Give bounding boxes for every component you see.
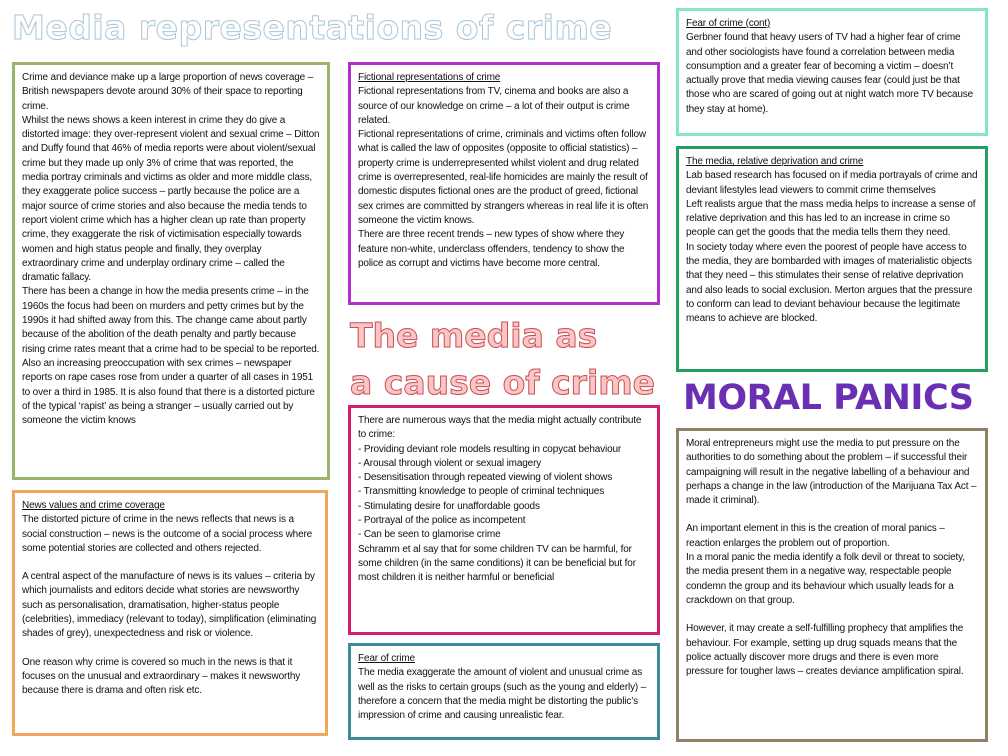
fear-of-crime-cont-box [676, 8, 988, 136]
paragraph: Lab based research has focused on if media portrayals of crime and deviant lifestyles lead viewers to commit crime themselves [686, 170, 978, 196]
main-title: Media representations of crime [12, 8, 613, 47]
paragraph: However, it may create a self-fulfilling prophecy that amplifies the behaviour. For example, setting up drug squads means that the police actually discover more drugs and there is even more pressure for tougher laws – creates deviance amplification spiral. [686, 623, 964, 678]
fear-of-crime-box [348, 643, 660, 740]
list-item: - Arousal through violent or sexual imagery [358, 457, 542, 469]
list-item: - Stimulating desire for unaffordable goods [358, 500, 540, 512]
paragraph: Crime and deviance make up a large proportion of news coverage – British newspapers devote around 30% of their space to reporting crime. [22, 72, 314, 112]
title-line: The media as [350, 316, 598, 355]
news-coverage-box [12, 62, 330, 480]
causes-list [358, 443, 650, 543]
paragraph: Gerbner found that heavy users of TV had a higher fear of crime and other sociologists have found a correlation between media consumption and a greater fear of becoming a victim – doesn’t actually prove that media viewing causes fear (could just be that those who are scared of going out at night watch more TV because they stay at home). [686, 32, 974, 115]
paragraph: There are numerous ways that the media might actually contribute to crime: [358, 415, 642, 441]
list-item: - Can be seen to glamorise crime [358, 529, 501, 541]
paragraph: The media exaggerate the amount of violent and unusual crime as well as the risks to certain groups (such as the young and elderly) – therefore a concern that the media might be distorting the public’s impression of crime and causing unrealistic fear. [358, 667, 647, 722]
box-heading: News values and crime coverage [22, 500, 165, 511]
box-heading: Fear of crime [358, 653, 415, 664]
title-line: a cause of crime [350, 363, 656, 402]
list-item: - Providing deviant role models resulting in copycat behaviour [358, 443, 622, 455]
moral-panics-title: MORAL PANICS [683, 378, 974, 418]
moral-panics-box [676, 428, 988, 742]
paragraph: Also an increasing preoccupation with sex crimes – newspaper reports on rape cases rose from under a quarter of all cases in 1951 to over a third in 1985. It is also found that there is a distorted picture of the typical ‘rapist’ as being a stranger – usually carried out by someone the victim knows [22, 357, 315, 427]
paragraph: In society today where even the poorest of people have access to the media, they are bombarded with images of materialistic objects that they need – this stimulates their sense of relative deprivation and also leads to social exclusion. Merton argues that the pressure to conform can lead to deviant behaviour because the legitimate means to achieve are blocked. [686, 241, 973, 325]
paragraph: In a moral panic the media identify a folk devil or threat to society, the media present them in a negative way, respectable people condemn the group and its behaviour which usually leads for a crackdown on that group. [686, 552, 965, 606]
list-item: - Desensitisation through repeated viewing of violent shows [358, 472, 613, 484]
media-causes-crime-box [348, 405, 660, 635]
paragraph: A central aspect of the manufacture of news is its values – criteria by which journalists and editors decide what stories are newsworthy such as personalisation, dramatisation, higher-status people (celebrities), immediacy (relevant to today), simplification (eliminating shades of grey), unexpectedness and risk or violence. [22, 571, 317, 640]
paragraph: Fictional representations of crime, criminals and victims often follow what is called the law of opposites (opposite to official statistics) – property crime is underrepresented whilst violent and drug related crime is overrepresented, real-life homicides are mainly the result of domestic disputes fictional ones are the product of greed, fictional sex crimes are committed by strangers whereas in real life it is often someone the victim knows. [358, 129, 649, 226]
paragraph: Schramm et al say that for some children TV can be harmful, for some children (in the same conditions) it can be beneficial but for most children it is neither harmful or beneficial [358, 543, 636, 584]
relative-deprivation-box [676, 146, 988, 372]
paragraph: One reason why crime is covered so much in the news is that it focuses on the unusual and extraordinary – makes it newsworthy because there is drama and often risk etc. [22, 656, 301, 697]
news-values-box [12, 490, 328, 736]
list-item: - Portrayal of the police as incompetent [358, 515, 526, 527]
box-heading: Fictional representations of crime [358, 72, 501, 83]
paragraph: The distorted picture of crime in the news reflects that news is a social construction – news is the outcome of a social process where some potential stories are collected and others rejected. [22, 514, 313, 554]
paragraph: Fictional representations from TV, cinema and books are also a source of our knowledge on crime – a lot of their output is crime related. [358, 86, 630, 126]
paragraph: Whilst the news shows a keen interest in crime they do give a distorted image: they over-represent violent and sexual crime – Ditton and Duffy found that 46% of media reports were about violent/sexual crime but they made up only 3% of crime that was reported, the media portray criminals and victims as older and more middle class, they exaggerate police success – partly because the police are a major source of crime stories and also because the media tends to report violent crime which has a higher clean up rate than property crime, they exaggerate the risk of victimisation especially towards women and high status people and finally, they overplay extraordinary crime and underplay ordinary crime – called the dramatic fallacy. [22, 114, 320, 284]
paragraph: There are three recent trends – new types of show where they feature non-white, underclass offenders, tendency to show the police as corrupt and victims have become more central. [358, 229, 625, 269]
paragraph: Moral entrepreneurs might use the media to put pressure on the authorities to do something about the problem – if successful their campaigning will result in the negative labelling of a behaviour and perhaps a change in the law (introduction of the Marijuana Tax Act – made it criminal). [686, 438, 977, 507]
paragraph: Left realists argue that the mass media helps to increase a sense of relative deprivation and this has led to an increase in crime so people can get the goods that the media tells them they need. [686, 198, 976, 239]
paragraph: An important element in this is the creation of moral panics – reaction enlarges the problem out of proportion. [686, 523, 945, 549]
paragraph: There has been a change in how the media presents crime – in the 1960s the focus had been on murders and petty crimes but by the 1990s it had shifted away from this. The change came about partly because of the abolition of the death penalty and partly because rising crime rates meant that a crime had to be special to be reported. [22, 286, 320, 355]
list-item: - Transmitting knowledge to people of criminal techniques [358, 486, 605, 498]
box-heading: The media, relative deprivation and crime [686, 156, 864, 167]
cause-of-crime-title [350, 312, 655, 406]
fictional-representations-box [348, 62, 660, 305]
box-heading: Fear of crime (cont) [686, 18, 771, 29]
